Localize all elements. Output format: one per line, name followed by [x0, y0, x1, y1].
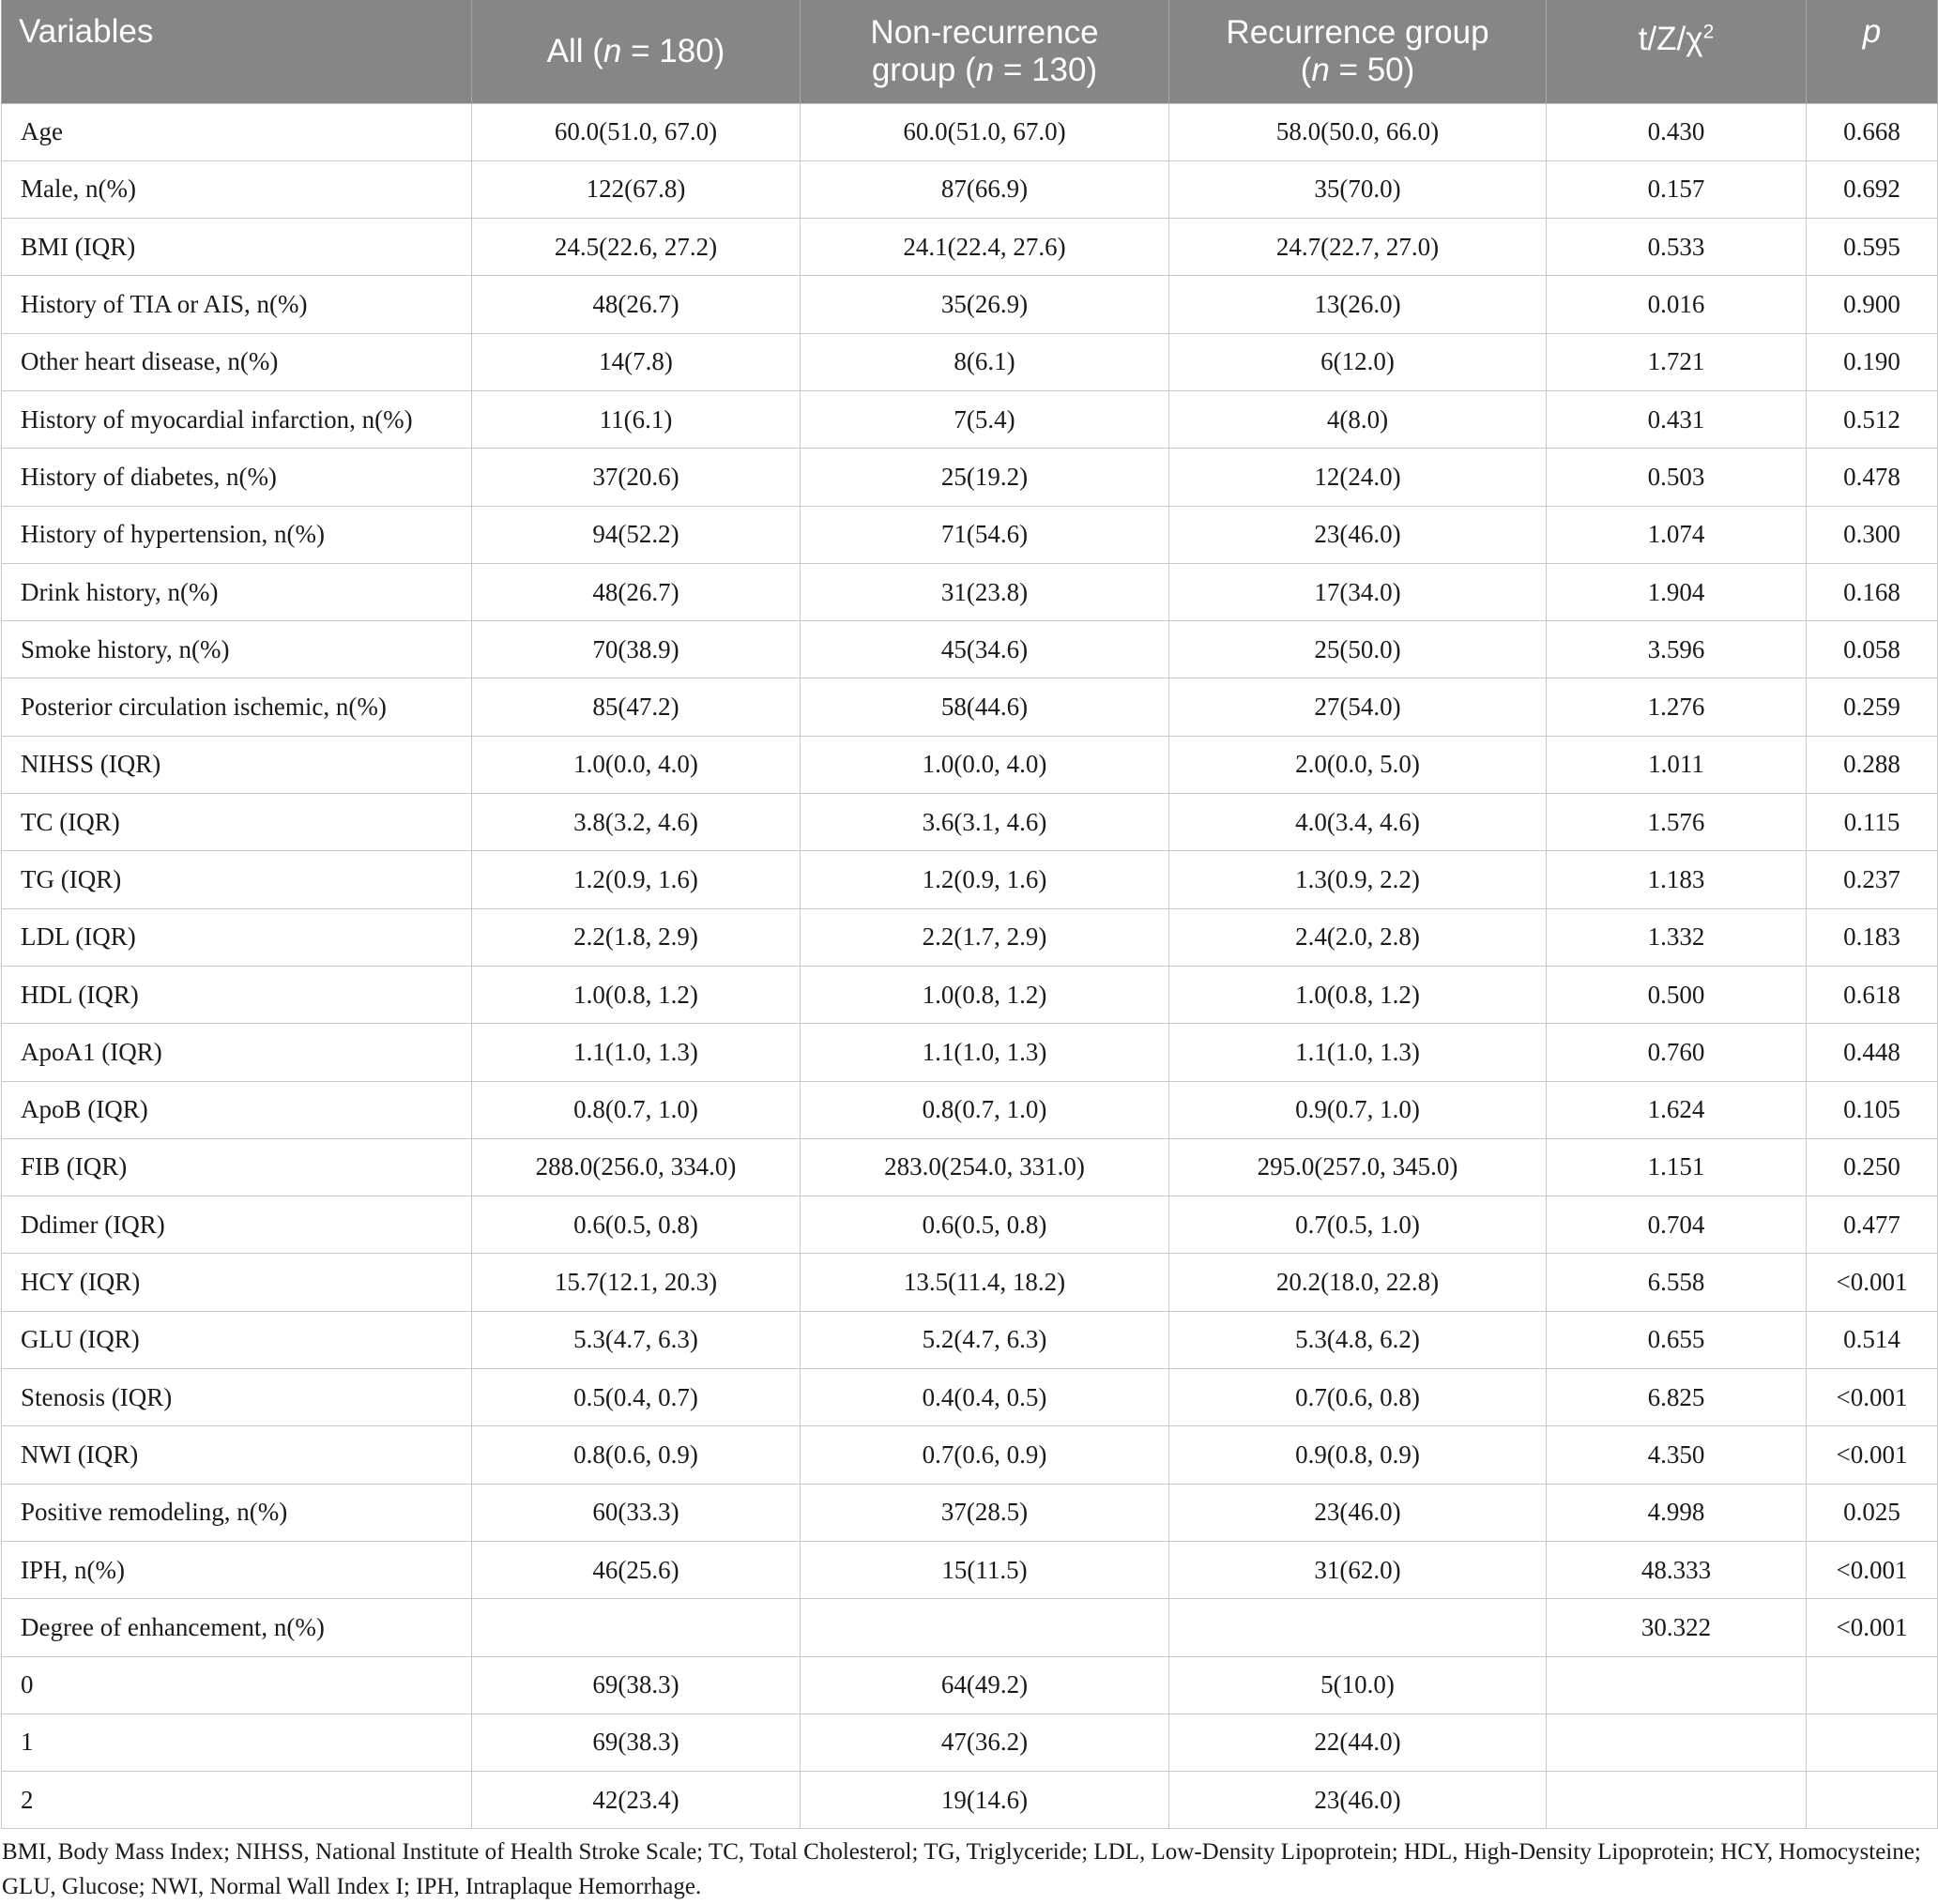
statistic-cell: 1.624 — [1547, 1081, 1807, 1138]
table-row — [2, 1484, 1938, 1541]
statistic-cell: 3.596 — [1547, 621, 1807, 678]
non-recurrence-cell: 3.6(3.1, 4.6) — [801, 794, 1169, 851]
header-p-value-text: p — [1862, 13, 1882, 50]
all-cell: 70(38.9) — [472, 621, 801, 678]
recurrence-cell: 22(44.0) — [1169, 1714, 1547, 1771]
all-cell: 85(47.2) — [472, 678, 801, 736]
variable-cell: 1 — [2, 1714, 472, 1771]
table-row — [2, 851, 1938, 908]
table-header — [2, 0, 1938, 103]
p-value-cell: 0.300 — [1807, 506, 1938, 563]
non-recurrence-cell: 64(49.2) — [801, 1656, 1169, 1714]
variable-cell: TC (IQR) — [2, 794, 472, 851]
table-row — [2, 1081, 1938, 1138]
non-recurrence-cell: 0.4(0.4, 0.5) — [801, 1369, 1169, 1426]
non-recurrence-cell: 1.0(0.0, 4.0) — [801, 736, 1169, 793]
non-recurrence-cell: 45(34.6) — [801, 621, 1169, 678]
all-cell: 42(23.4) — [472, 1772, 801, 1829]
variable-cell: BMI (IQR) — [2, 219, 472, 276]
variable-cell: ApoB (IQR) — [2, 1081, 472, 1138]
p-value-cell: <0.001 — [1807, 1599, 1938, 1656]
variable-cell: ApoA1 (IQR) — [2, 1024, 472, 1081]
non-recurrence-cell: 58(44.6) — [801, 678, 1169, 736]
statistic-cell: 1.276 — [1547, 678, 1807, 736]
variable-cell: TG (IQR) — [2, 851, 472, 908]
header-recurrence-line1: Recurrence group — [1226, 13, 1489, 51]
table-row — [2, 506, 1938, 563]
variable-cell: 2 — [2, 1772, 472, 1829]
table-row — [2, 736, 1938, 793]
table-row — [2, 1714, 1938, 1771]
variable-cell: NWI (IQR) — [2, 1426, 472, 1484]
p-value-cell: 0.237 — [1807, 851, 1938, 908]
header-statistic-text: $t/Z/\chi^2$ — [1638, 20, 1715, 57]
p-value-cell: 0.595 — [1807, 219, 1938, 276]
header-all-text: All (n = 180) — [546, 32, 725, 69]
recurrence-cell: 20.2(18.0, 22.8) — [1169, 1254, 1547, 1311]
all-cell: 1.0(0.0, 4.0) — [472, 736, 801, 793]
variable-cell: HDL (IQR) — [2, 966, 472, 1023]
non-recurrence-cell: 1.0(0.8, 1.2) — [801, 966, 1169, 1023]
all-cell: 11(6.1) — [472, 390, 801, 448]
p-value-cell: <0.001 — [1807, 1254, 1938, 1311]
non-recurrence-cell: 283.0(254.0, 331.0) — [801, 1138, 1169, 1196]
statistic-cell: 0.500 — [1547, 966, 1807, 1023]
non-recurrence-cell: 35(26.9) — [801, 276, 1169, 333]
recurrence-cell: 5.3(4.8, 6.2) — [1169, 1311, 1547, 1368]
table-row — [2, 1541, 1938, 1598]
recurrence-cell: 23(46.0) — [1169, 1772, 1547, 1829]
data-table — [1, 0, 1938, 1829]
all-cell: 3.8(3.2, 4.6) — [472, 794, 801, 851]
statistic-cell: 1.011 — [1547, 736, 1807, 793]
statistic-cell: 1.576 — [1547, 794, 1807, 851]
p-value-cell: <0.001 — [1807, 1426, 1938, 1484]
recurrence-cell: 35(70.0) — [1169, 160, 1547, 218]
all-cell: 1.0(0.8, 1.2) — [472, 966, 801, 1023]
variable-cell: IPH, n(%) — [2, 1541, 472, 1598]
all-cell: 94(52.2) — [472, 506, 801, 563]
recurrence-cell: 58.0(50.0, 66.0) — [1169, 103, 1547, 160]
table-row — [2, 908, 1938, 966]
recurrence-cell: 0.7(0.6, 0.8) — [1169, 1369, 1547, 1426]
p-value-cell: 0.692 — [1807, 160, 1938, 218]
statistic-cell: 1.721 — [1547, 333, 1807, 390]
header-variables — [2, 0, 472, 103]
variable-cell: LDL (IQR) — [2, 908, 472, 966]
all-cell — [472, 1599, 801, 1656]
non-recurrence-cell: 2.2(1.7, 2.9) — [801, 908, 1169, 966]
non-recurrence-cell: 0.7(0.6, 0.9) — [801, 1426, 1169, 1484]
non-recurrence-cell: 37(28.5) — [801, 1484, 1169, 1541]
variable-cell: Male, n(%) — [2, 160, 472, 218]
variable-cell: Degree of enhancement, n(%) — [2, 1599, 472, 1656]
header-statistic — [1547, 0, 1807, 103]
recurrence-cell: 2.4(2.0, 2.8) — [1169, 908, 1547, 966]
table-footnote: BMI, Body Mass Index; NIHSS, National Institute of Health Stroke Scale; TC, Total Cholesterol; TG, Triglyceride; LDL, Low-Density Lipoprotein; HDL, High-Density Lipoprotein; HCY, Homocysteine; GLU, Glucose; NWI, Normal Wall Index I; IPH, Intraplaque Hemorrhage. — [2, 1839, 1921, 1900]
table-row — [2, 1196, 1938, 1254]
statistic-cell: 0.533 — [1547, 219, 1807, 276]
non-recurrence-cell: 15(11.5) — [801, 1541, 1169, 1598]
all-cell: 5.3(4.7, 6.3) — [472, 1311, 801, 1368]
header-all — [472, 0, 801, 103]
p-value-cell: 0.168 — [1807, 563, 1938, 620]
p-value-cell: 0.058 — [1807, 621, 1938, 678]
variable-cell: GLU (IQR) — [2, 1311, 472, 1368]
statistic-cell: 0.760 — [1547, 1024, 1807, 1081]
non-recurrence-cell: 0.8(0.7, 1.0) — [801, 1081, 1169, 1138]
p-value-cell — [1807, 1714, 1938, 1771]
table-row — [2, 1772, 1938, 1829]
statistic-cell: 0.704 — [1547, 1196, 1807, 1254]
p-value-cell: 0.115 — [1807, 794, 1938, 851]
variable-cell: Posterior circulation ischemic, n(%) — [2, 678, 472, 736]
all-cell: 69(38.3) — [472, 1656, 801, 1714]
non-recurrence-cell: 0.6(0.5, 0.8) — [801, 1196, 1169, 1254]
statistic-cell: 4.350 — [1547, 1426, 1807, 1484]
table-row — [2, 219, 1938, 276]
recurrence-cell: 23(46.0) — [1169, 506, 1547, 563]
statistic-cell: 0.655 — [1547, 1311, 1807, 1368]
recurrence-cell: 5(10.0) — [1169, 1656, 1547, 1714]
p-value-cell: 0.618 — [1807, 966, 1938, 1023]
recurrence-cell: 6(12.0) — [1169, 333, 1547, 390]
all-cell: 288.0(256.0, 334.0) — [472, 1138, 801, 1196]
statistic-cell: 1.904 — [1547, 563, 1807, 620]
statistic-cell: 0.503 — [1547, 449, 1807, 506]
table-row — [2, 333, 1938, 390]
table-row — [2, 621, 1938, 678]
variable-cell: Smoke history, n(%) — [2, 621, 472, 678]
header-non-recurrence-line2: group (n = 130) — [871, 51, 1098, 88]
all-cell: 0.8(0.6, 0.9) — [472, 1426, 801, 1484]
statistic-cell: 1.332 — [1547, 908, 1807, 966]
table-row — [2, 449, 1938, 506]
table-row — [2, 1426, 1938, 1484]
all-cell: 46(25.6) — [472, 1541, 801, 1598]
p-value-cell: 0.105 — [1807, 1081, 1938, 1138]
table-body — [2, 103, 1938, 1829]
p-value-cell: 0.259 — [1807, 678, 1938, 736]
all-cell: 0.6(0.5, 0.8) — [472, 1196, 801, 1254]
recurrence-cell: 0.9(0.7, 1.0) — [1169, 1081, 1547, 1138]
table-row — [2, 1656, 1938, 1714]
all-cell: 0.8(0.7, 1.0) — [472, 1081, 801, 1138]
table-row — [2, 276, 1938, 333]
all-cell: 48(26.7) — [472, 563, 801, 620]
all-cell: 15.7(12.1, 20.3) — [472, 1254, 801, 1311]
header-variables-text: Variables — [19, 13, 154, 50]
variable-cell: HCY (IQR) — [2, 1254, 472, 1311]
table-row — [2, 966, 1938, 1023]
p-value-cell: 0.183 — [1807, 908, 1938, 966]
non-recurrence-cell: 19(14.6) — [801, 1772, 1169, 1829]
statistic-cell: 1.151 — [1547, 1138, 1807, 1196]
all-cell: 122(67.8) — [472, 160, 801, 218]
p-value-cell: 0.477 — [1807, 1196, 1938, 1254]
all-cell: 69(38.3) — [472, 1714, 801, 1771]
p-value-cell: 0.250 — [1807, 1138, 1938, 1196]
non-recurrence-cell: 60.0(51.0, 67.0) — [801, 103, 1169, 160]
statistic-cell: 6.558 — [1547, 1254, 1807, 1311]
variable-cell: History of diabetes, n(%) — [2, 449, 472, 506]
recurrence-cell: 24.7(22.7, 27.0) — [1169, 219, 1547, 276]
statistic-cell: 1.074 — [1547, 506, 1807, 563]
statistic-cell: 0.157 — [1547, 160, 1807, 218]
non-recurrence-cell: 5.2(4.7, 6.3) — [801, 1311, 1169, 1368]
recurrence-cell: 12(24.0) — [1169, 449, 1547, 506]
table-row — [2, 1369, 1938, 1426]
recurrence-cell: 13(26.0) — [1169, 276, 1547, 333]
non-recurrence-cell: 47(36.2) — [801, 1714, 1169, 1771]
p-value-cell: 0.514 — [1807, 1311, 1938, 1368]
recurrence-cell: 0.9(0.8, 0.9) — [1169, 1426, 1547, 1484]
statistic-cell: 48.333 — [1547, 1541, 1807, 1598]
statistic-cell: 6.825 — [1547, 1369, 1807, 1426]
variable-cell: 0 — [2, 1656, 472, 1714]
table-row — [2, 563, 1938, 620]
header-non-recurrence — [801, 0, 1169, 103]
variable-cell: Ddimer (IQR) — [2, 1196, 472, 1254]
table-row — [2, 1138, 1938, 1196]
statistic-cell: 1.183 — [1547, 851, 1807, 908]
table-row — [2, 103, 1938, 160]
all-cell: 48(26.7) — [472, 276, 801, 333]
table-row — [2, 1599, 1938, 1656]
recurrence-cell: 1.3(0.9, 2.2) — [1169, 851, 1547, 908]
table-row — [2, 794, 1938, 851]
non-recurrence-cell: 7(5.4) — [801, 390, 1169, 448]
non-recurrence-cell: 71(54.6) — [801, 506, 1169, 563]
statistic-cell: 30.322 — [1547, 1599, 1807, 1656]
p-value-cell: 0.190 — [1807, 333, 1938, 390]
p-value-cell: <0.001 — [1807, 1541, 1938, 1598]
recurrence-cell: 1.1(1.0, 1.3) — [1169, 1024, 1547, 1081]
p-value-cell: 0.512 — [1807, 390, 1938, 448]
header-recurrence-line2: (n = 50) — [1300, 51, 1415, 88]
non-recurrence-cell: 1.1(1.0, 1.3) — [801, 1024, 1169, 1081]
non-recurrence-cell: 31(23.8) — [801, 563, 1169, 620]
non-recurrence-cell — [801, 1599, 1169, 1656]
statistic-cell: 0.430 — [1547, 103, 1807, 160]
variable-cell: FIB (IQR) — [2, 1138, 472, 1196]
non-recurrence-cell: 87(66.9) — [801, 160, 1169, 218]
header-non-recurrence-line1: Non-recurrence — [870, 13, 1099, 51]
recurrence-cell: 17(34.0) — [1169, 563, 1547, 620]
recurrence-cell: 4.0(3.4, 4.6) — [1169, 794, 1547, 851]
statistic-cell — [1547, 1772, 1807, 1829]
variable-cell: Other heart disease, n(%) — [2, 333, 472, 390]
recurrence-cell: 25(50.0) — [1169, 621, 1547, 678]
p-value-cell — [1807, 1656, 1938, 1714]
variable-cell: Drink history, n(%) — [2, 563, 472, 620]
all-cell: 14(7.8) — [472, 333, 801, 390]
p-value-cell: 0.448 — [1807, 1024, 1938, 1081]
table-row — [2, 160, 1938, 218]
table-row — [2, 1254, 1938, 1311]
p-value-cell: 0.478 — [1807, 449, 1938, 506]
recurrence-cell: 4(8.0) — [1169, 390, 1547, 448]
recurrence-cell: 23(46.0) — [1169, 1484, 1547, 1541]
all-cell: 60.0(51.0, 67.0) — [472, 103, 801, 160]
statistic-cell: 0.016 — [1547, 276, 1807, 333]
all-cell: 2.2(1.8, 2.9) — [472, 908, 801, 966]
non-recurrence-cell: 8(6.1) — [801, 333, 1169, 390]
variable-cell: NIHSS (IQR) — [2, 736, 472, 793]
p-value-cell: 0.668 — [1807, 103, 1938, 160]
header-recurrence — [1169, 0, 1547, 103]
header-row — [2, 0, 1938, 103]
p-value-cell: 0.025 — [1807, 1484, 1938, 1541]
table-row — [2, 1024, 1938, 1081]
all-cell: 1.1(1.0, 1.3) — [472, 1024, 801, 1081]
variable-cell: Stenosis (IQR) — [2, 1369, 472, 1426]
non-recurrence-cell: 1.2(0.9, 1.6) — [801, 851, 1169, 908]
all-cell: 24.5(22.6, 27.2) — [472, 219, 801, 276]
table-row — [2, 1311, 1938, 1368]
variable-cell: Age — [2, 103, 472, 160]
p-value-cell — [1807, 1772, 1938, 1829]
p-value-cell: <0.001 — [1807, 1369, 1938, 1426]
recurrence-cell: 295.0(257.0, 345.0) — [1169, 1138, 1547, 1196]
statistic-cell: 0.431 — [1547, 390, 1807, 448]
statistic-cell — [1547, 1714, 1807, 1771]
recurrence-cell: 1.0(0.8, 1.2) — [1169, 966, 1547, 1023]
recurrence-cell — [1169, 1599, 1547, 1656]
all-cell: 0.5(0.4, 0.7) — [472, 1369, 801, 1426]
variable-cell: History of TIA or AIS, n(%) — [2, 276, 472, 333]
all-cell: 37(20.6) — [472, 449, 801, 506]
recurrence-cell: 0.7(0.5, 1.0) — [1169, 1196, 1547, 1254]
p-value-cell: 0.900 — [1807, 276, 1938, 333]
all-cell: 1.2(0.9, 1.6) — [472, 851, 801, 908]
table-row — [2, 678, 1938, 736]
non-recurrence-cell: 24.1(22.4, 27.6) — [801, 219, 1169, 276]
p-value-cell: 0.288 — [1807, 736, 1938, 793]
all-cell: 60(33.3) — [472, 1484, 801, 1541]
statistic-cell — [1547, 1656, 1807, 1714]
non-recurrence-cell: 25(19.2) — [801, 449, 1169, 506]
variable-cell: History of hypertension, n(%) — [2, 506, 472, 563]
statistic-cell: 4.998 — [1547, 1484, 1807, 1541]
recurrence-cell: 2.0(0.0, 5.0) — [1169, 736, 1547, 793]
variable-cell: History of myocardial infarction, n(%) — [2, 390, 472, 448]
header-p-value — [1807, 0, 1938, 103]
non-recurrence-cell: 13.5(11.4, 18.2) — [801, 1254, 1169, 1311]
recurrence-cell: 31(62.0) — [1169, 1541, 1547, 1598]
variable-cell: Positive remodeling, n(%) — [2, 1484, 472, 1541]
table-row — [2, 390, 1938, 448]
recurrence-cell: 27(54.0) — [1169, 678, 1547, 736]
